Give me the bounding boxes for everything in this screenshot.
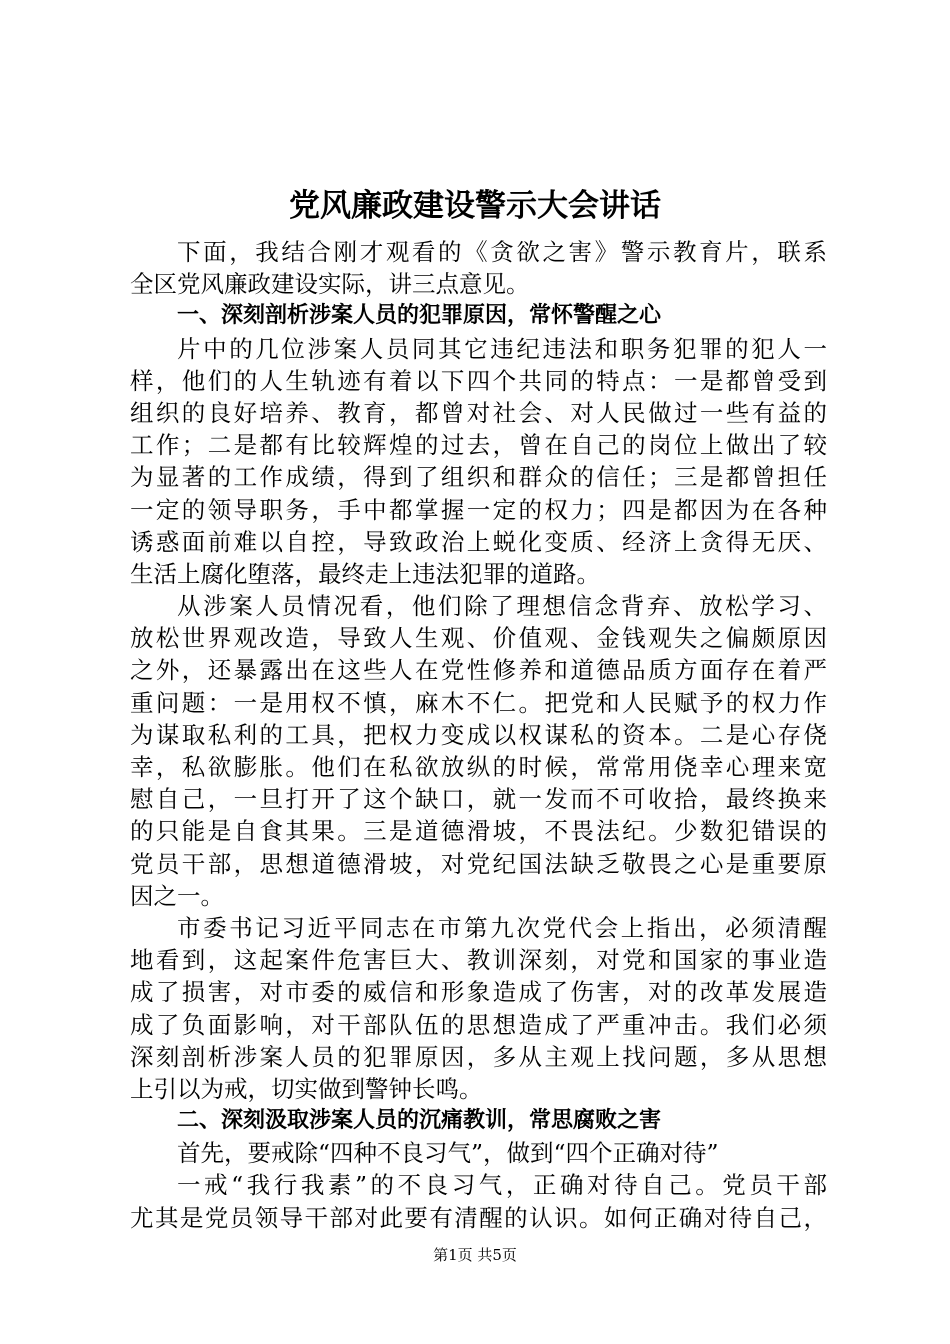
- text-line: 诱惑面前难以自控，导致政治上蜕化变质、经济上贪得无厌、: [130, 527, 827, 556]
- text-line: 首先，要戒除“四种不良习气”，做到“四个正确对待”: [177, 1139, 719, 1168]
- text-line: 慰自己，一旦打开了这个缺口，就一发而不可收拾，最终换来: [130, 785, 827, 814]
- text-line: 上引以为戒，切实做到警钟长鸣。: [130, 1074, 483, 1103]
- text-line: 地看到，这起案件危害巨大、教训深刻，对党和国家的事业造: [130, 946, 827, 975]
- text-line: 重问题：一是用权不慎，麻木不仁。把党和人民赋予的权力作: [130, 688, 827, 717]
- text-line: 工作；二是都有比较辉煌的过去，曾在自己的岗位上做出了较: [130, 431, 827, 460]
- text-line: 成了负面影响，对干部队伍的思想造成了严重冲击。我们必须: [130, 1010, 827, 1039]
- text-line: 片中的几位涉案人员同其它违纪违法和职务犯罪的犯人一: [177, 334, 827, 363]
- text-line: 深刻剖析涉案人员的犯罪原因，多从主观上找问题，多从思想: [130, 1042, 827, 1071]
- text-line: 样，他们的人生轨迹有着以下四个共同的特点：一是都曾受到: [130, 366, 827, 395]
- text-line: 下面，我结合刚才观看的《贪欲之害》警示教育片，联系: [177, 238, 827, 266]
- text-line: 尤其是党员领导干部对此要有清醒的认识。如何正确对待自己，: [130, 1203, 827, 1232]
- text-line: 一定的领导职务，手中都掌握一定的权力；四是都因为在各种: [130, 495, 827, 524]
- text-line: 的只能是自食其果。三是道德滑坡，不畏法纪。少数犯错误的: [130, 817, 827, 846]
- text-line: 为显著的工作成绩，得到了组织和群众的信任；三是都曾担任: [130, 463, 827, 492]
- section-heading: 二、深刻汲取涉案人员的沉痛教训，常思腐败之害: [177, 1108, 662, 1134]
- text-line: 因之一。: [130, 881, 224, 910]
- page-footer: 第1页 共5页: [433, 1246, 517, 1264]
- text-line: 全区党风廉政建设实际，讲三点意见。: [130, 270, 530, 299]
- text-line: 之外，还暴露出在这些人在党性修养和道德品质方面存在着严: [130, 656, 827, 685]
- text-line: 放松世界观改造，导致人生观、价值观、金钱观失之偏颇原因: [130, 624, 827, 653]
- text-line: 组织的良好培养、教育，都曾对社会、对人民做过一些有益的: [130, 398, 827, 427]
- text-line: 从涉案人员情况看，他们除了理想信念背弃、放松学习、: [177, 592, 827, 621]
- section-heading: 一、深刻剖析涉案人员的犯罪原因，常怀警醒之心: [177, 303, 662, 329]
- document-body: [130, 236, 827, 1234]
- document-title: 党风廉政建设警示大会讲话: [289, 188, 661, 224]
- text-line: 生活上腐化堕落，最终走上违法犯罪的道路。: [130, 559, 600, 588]
- text-line: 市委书记习近平同志在市第九次党代会上指出，必须清醒: [177, 913, 827, 942]
- text-line: 党员干部，思想道德滑坡，对党纪国法缺乏敬畏之心是重要原: [130, 849, 827, 878]
- text-line: 幸，私欲膨胀。他们在私欲放纵的时候，常常用侥幸心理来宽: [130, 753, 827, 781]
- text-line: 为谋取私利的工具，把权力变成以权谋私的资本。二是心存侥: [130, 720, 827, 749]
- text-line: 成了损害，对市委的威信和形象造成了伤害，对的改革发展造: [130, 978, 827, 1007]
- text-line: 一戒“我行我素”的不良习气，正确对待自己。党员干部: [177, 1171, 827, 1200]
